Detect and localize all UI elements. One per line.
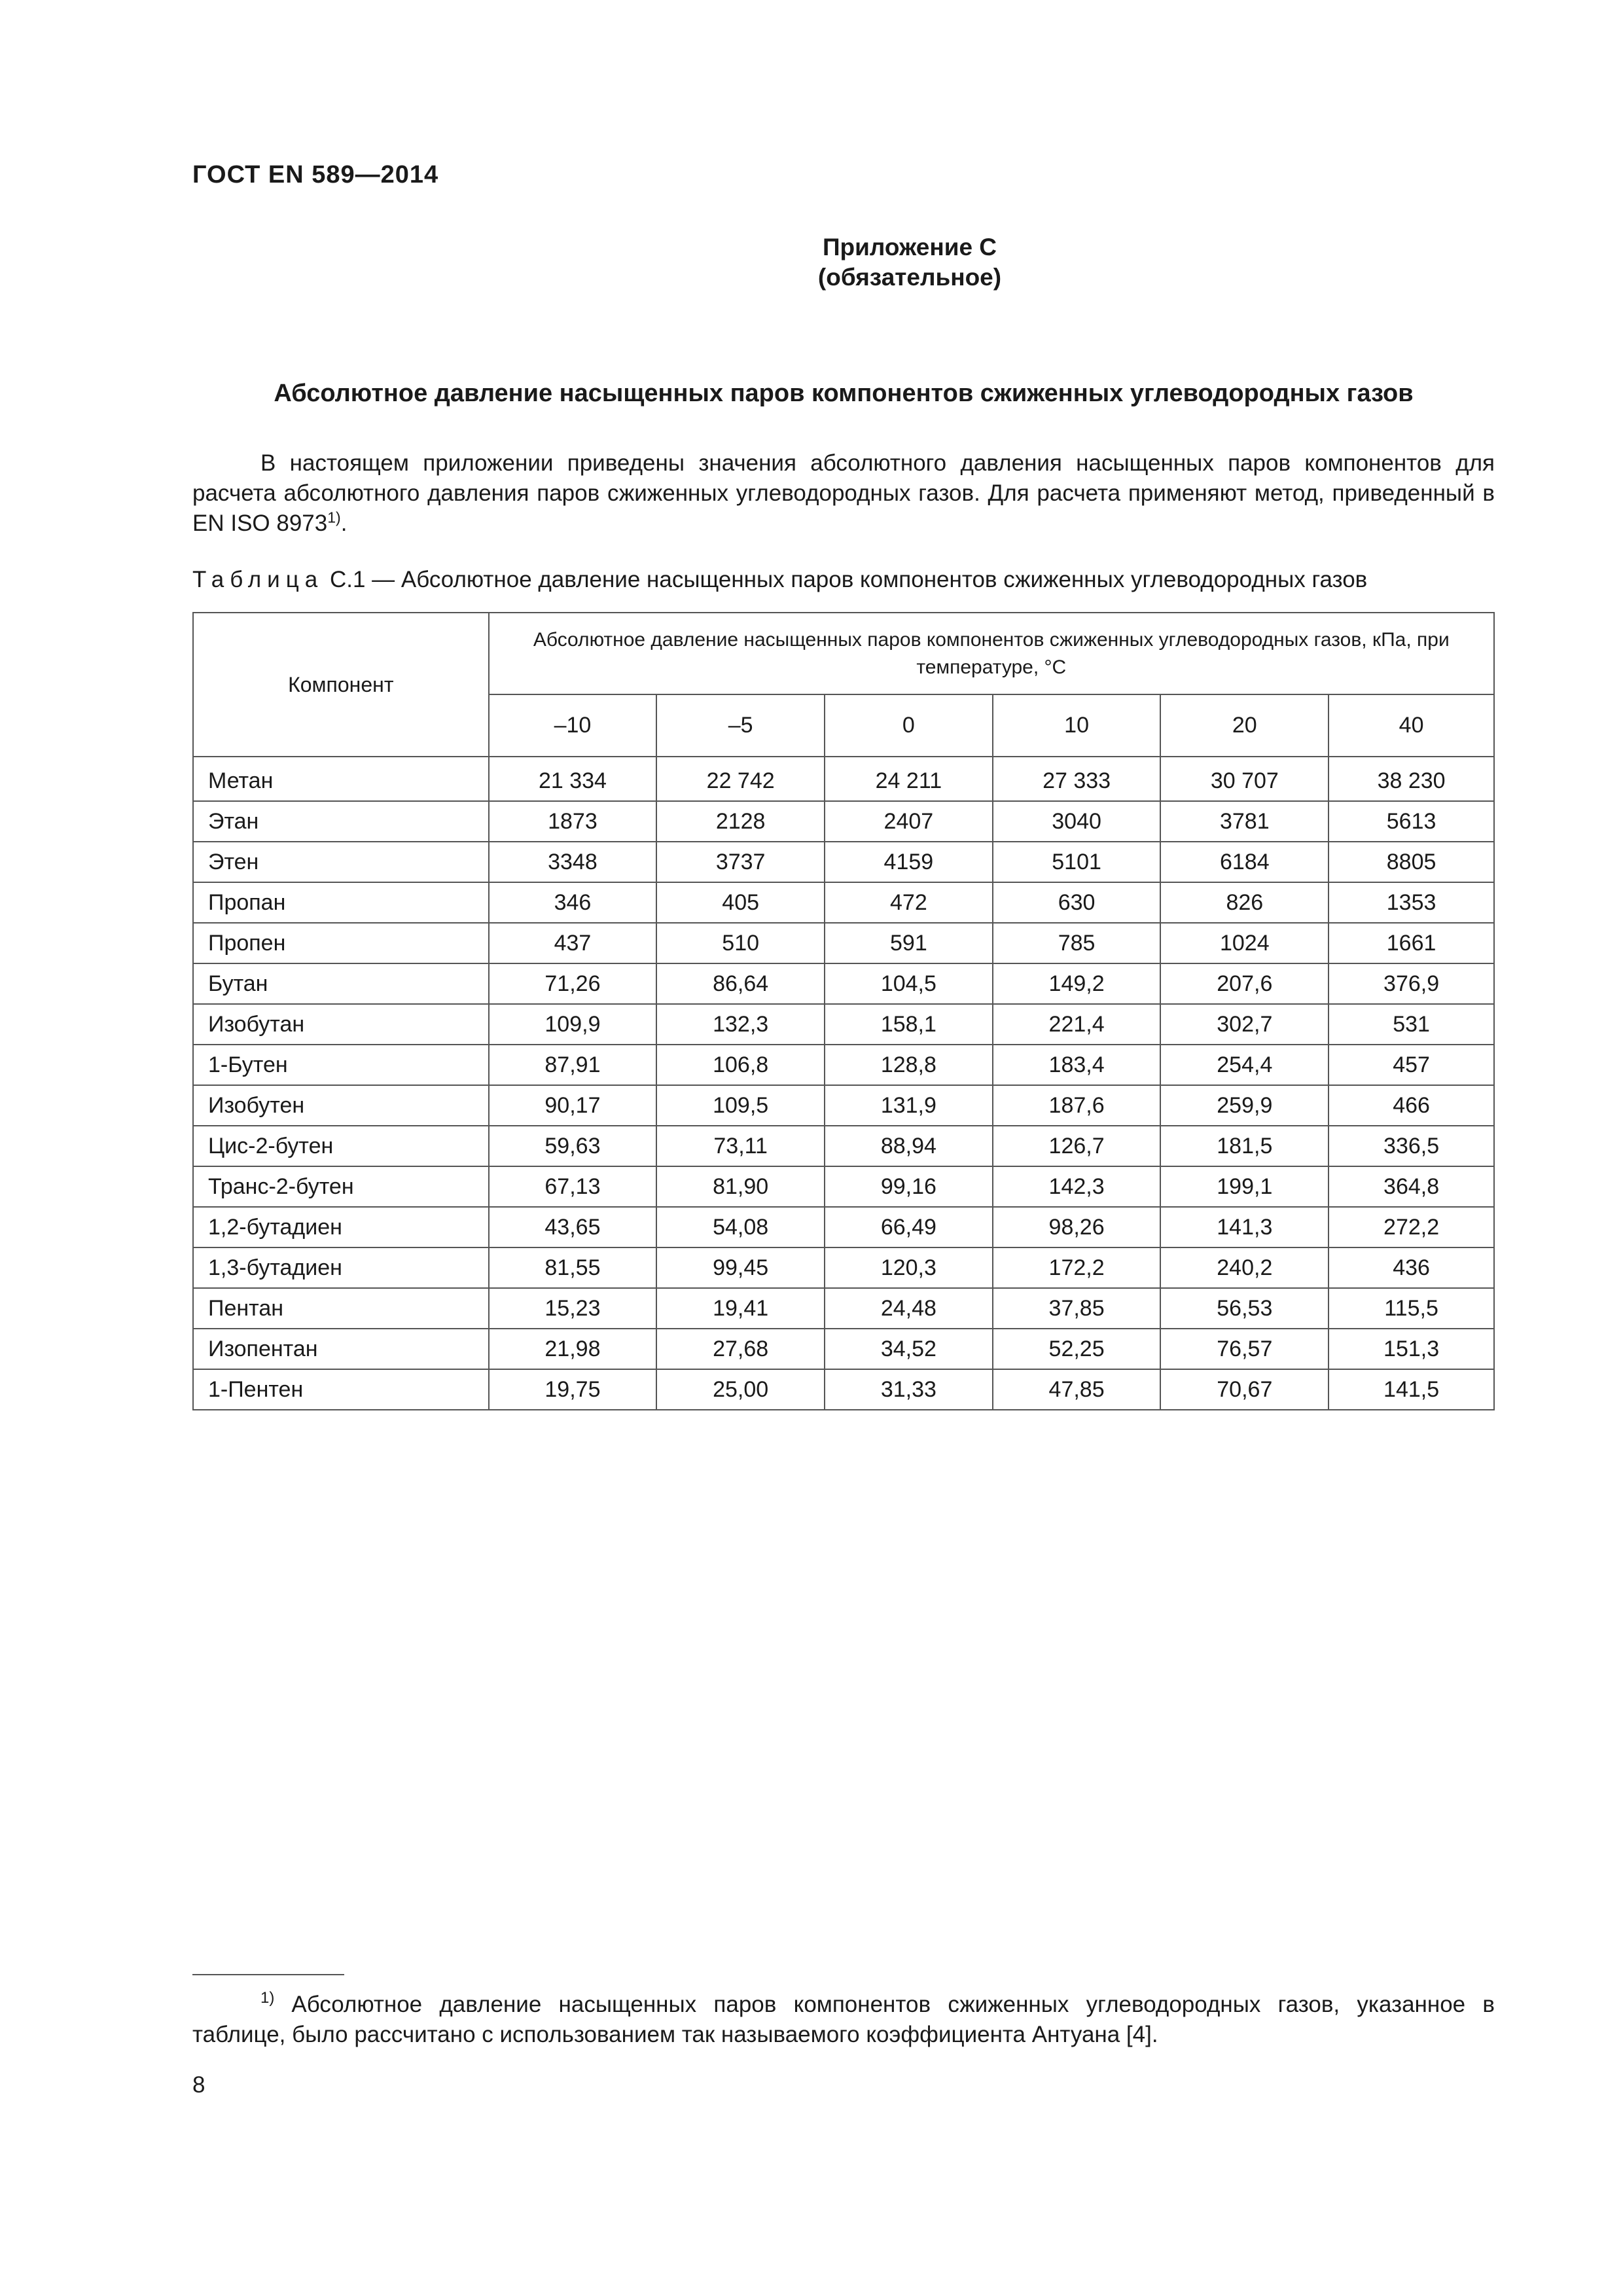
component-name: Изобутен <box>193 1085 489 1126</box>
pressure-value: 99,16 <box>825 1166 993 1207</box>
component-name: Изопентан <box>193 1329 489 1369</box>
pressure-value: 132,3 <box>656 1004 825 1045</box>
col-header-temp: –10 <box>489 694 657 757</box>
pressure-value: 38 230 <box>1329 757 1494 801</box>
pressure-value: 109,5 <box>656 1085 825 1126</box>
document-code: ГОСТ EN 589—2014 <box>192 161 439 188</box>
pressure-value: 19,41 <box>656 1288 825 1329</box>
table-row <box>193 1247 1494 1288</box>
table-row <box>193 1166 1494 1207</box>
table-row <box>193 1207 1494 1247</box>
component-name: 1,2-бутадиен <box>193 1207 489 1247</box>
pressure-value: 172,2 <box>993 1247 1161 1288</box>
pressure-value: 37,85 <box>993 1288 1161 1329</box>
pressure-value: 181,5 <box>1160 1126 1329 1166</box>
pressure-value: 99,45 <box>656 1247 825 1288</box>
table-caption-text: С.1 — Абсолютное давление насыщенных паров компонентов сжиженных углеводородных газов <box>329 567 1368 592</box>
pressure-value: 151,3 <box>1329 1329 1494 1369</box>
pressure-value: 76,57 <box>1160 1329 1329 1369</box>
pressure-value: 81,90 <box>656 1166 825 1207</box>
footnote <box>192 1983 1495 2050</box>
component-name: Этан <box>193 801 489 842</box>
component-name: 1-Пентен <box>193 1369 489 1410</box>
table-row <box>193 1045 1494 1085</box>
pressure-value: 437 <box>489 923 657 963</box>
annex-status: (обязательное) <box>817 264 1002 291</box>
pressure-value: 785 <box>993 923 1161 963</box>
pressure-value: 457 <box>1329 1045 1494 1085</box>
pressure-value: 128,8 <box>825 1045 993 1085</box>
table-row <box>193 757 1494 801</box>
pressure-value: 131,9 <box>825 1085 993 1126</box>
pressure-value: 187,6 <box>993 1085 1161 1126</box>
table-row <box>193 1126 1494 1166</box>
pressure-value: 106,8 <box>656 1045 825 1085</box>
pressure-value: 591 <box>825 923 993 963</box>
pressure-value: 302,7 <box>1160 1004 1329 1045</box>
pressure-value: 221,4 <box>993 1004 1161 1045</box>
pressure-value: 1353 <box>1329 882 1494 923</box>
pressure-value: 43,65 <box>489 1207 657 1247</box>
pressure-value: 141,5 <box>1329 1369 1494 1410</box>
intro-end: . <box>340 511 348 536</box>
pressure-value: 54,08 <box>656 1207 825 1247</box>
pressure-value: 47,85 <box>993 1369 1161 1410</box>
pressure-value: 405 <box>656 882 825 923</box>
table-row <box>193 1004 1494 1045</box>
table-body <box>193 757 1494 1410</box>
footnote-separator <box>192 1974 344 1975</box>
pressure-table <box>192 612 1495 1410</box>
pressure-value: 3781 <box>1160 801 1329 842</box>
pressure-value: 90,17 <box>489 1085 657 1126</box>
pressure-value: 207,6 <box>1160 963 1329 1004</box>
pressure-value: 88,94 <box>825 1126 993 1166</box>
pressure-value: 21 334 <box>489 757 657 801</box>
pressure-value: 199,1 <box>1160 1166 1329 1207</box>
pressure-value: 24,48 <box>825 1288 993 1329</box>
component-name: 1,3-бутадиен <box>193 1247 489 1288</box>
pressure-value: 6184 <box>1160 842 1329 882</box>
pressure-value: 1661 <box>1329 923 1494 963</box>
pressure-value: 436 <box>1329 1247 1494 1288</box>
component-name: Транс-2-бутен <box>193 1166 489 1207</box>
pressure-value: 259,9 <box>1160 1085 1329 1126</box>
pressure-value: 67,13 <box>489 1166 657 1207</box>
pressure-value: 5101 <box>993 842 1161 882</box>
col-header-temp: –5 <box>656 694 825 757</box>
pressure-value: 34,52 <box>825 1329 993 1369</box>
table-row <box>193 1369 1494 1410</box>
pressure-value: 73,11 <box>656 1126 825 1166</box>
pressure-value: 531 <box>1329 1004 1494 1045</box>
pressure-value: 510 <box>656 923 825 963</box>
component-name: Метан <box>193 757 489 801</box>
pressure-value: 25,00 <box>656 1369 825 1410</box>
pressure-value: 5613 <box>1329 801 1494 842</box>
pressure-value: 1024 <box>1160 923 1329 963</box>
pressure-value: 24 211 <box>825 757 993 801</box>
pressure-value: 183,4 <box>993 1045 1161 1085</box>
component-name: Изобутан <box>193 1004 489 1045</box>
pressure-value: 109,9 <box>489 1004 657 1045</box>
pressure-value: 272,2 <box>1329 1207 1494 1247</box>
component-name: Бутан <box>193 963 489 1004</box>
pressure-value: 56,53 <box>1160 1288 1329 1329</box>
pressure-value: 15,23 <box>489 1288 657 1329</box>
col-header-temp: 20 <box>1160 694 1329 757</box>
pressure-value: 104,5 <box>825 963 993 1004</box>
pressure-value: 22 742 <box>656 757 825 801</box>
col-header-temp: 0 <box>825 694 993 757</box>
pressure-value: 70,67 <box>1160 1369 1329 1410</box>
pressure-value: 30 707 <box>1160 757 1329 801</box>
component-name: Пропан <box>193 882 489 923</box>
section-title: Абсолютное давление насыщенных паров компонентов сжиженных углеводородных газов <box>274 380 1414 407</box>
pressure-value: 3348 <box>489 842 657 882</box>
table-row <box>193 882 1494 923</box>
pressure-value: 376,9 <box>1329 963 1494 1004</box>
table-row <box>193 842 1494 882</box>
pressure-value: 466 <box>1329 1085 1494 1126</box>
pressure-value: 254,4 <box>1160 1045 1329 1085</box>
table-caption-label: Таблица <box>192 567 324 592</box>
pressure-value: 472 <box>825 882 993 923</box>
col-header-component: Компонент <box>193 613 489 757</box>
pressure-value: 3040 <box>993 801 1161 842</box>
pressure-value: 86,64 <box>656 963 825 1004</box>
col-header-temp: 10 <box>993 694 1161 757</box>
pressure-value: 98,26 <box>993 1207 1161 1247</box>
intro-text: В настоящем приложении приведены значения абсолютного давления насыщенных паров компонентов для расчета абсолютного давления паров сжиженных углеводородных газов. Для расчета применяют метод, приведенный в EN ISO 8973 <box>192 450 1495 536</box>
pressure-value: 59,63 <box>489 1126 657 1166</box>
col-header-temp: 40 <box>1329 694 1494 757</box>
pressure-value: 3737 <box>656 842 825 882</box>
pressure-value: 240,2 <box>1160 1247 1329 1288</box>
pressure-value: 2407 <box>825 801 993 842</box>
pressure-value: 1873 <box>489 801 657 842</box>
pressure-value: 31,33 <box>825 1369 993 1410</box>
pressure-value: 66,49 <box>825 1207 993 1247</box>
annex-heading <box>681 232 1139 293</box>
pressure-value: 87,91 <box>489 1045 657 1085</box>
table-caption <box>192 567 1495 593</box>
component-name: 1-Бутен <box>193 1045 489 1085</box>
footnote-ref: 1) <box>327 509 341 526</box>
pressure-value: 27 333 <box>993 757 1161 801</box>
pressure-value: 364,8 <box>1329 1166 1494 1207</box>
pressure-value: 826 <box>1160 882 1329 923</box>
pressure-value: 21,98 <box>489 1329 657 1369</box>
footnote-mark: 1) <box>260 1989 275 2007</box>
pressure-value: 2128 <box>656 801 825 842</box>
table-row <box>193 801 1494 842</box>
pressure-value: 4159 <box>825 842 993 882</box>
component-name: Этен <box>193 842 489 882</box>
pressure-value: 630 <box>993 882 1161 923</box>
pressure-value: 8805 <box>1329 842 1494 882</box>
page-number: 8 <box>192 2072 205 2098</box>
pressure-value: 336,5 <box>1329 1126 1494 1166</box>
component-name: Цис-2-бутен <box>193 1126 489 1166</box>
pressure-value: 115,5 <box>1329 1288 1494 1329</box>
col-header-pressure: Абсолютное давление насыщенных паров компонентов сжиженных углеводородных газов, кПа, при температуре, °С <box>489 613 1494 694</box>
pressure-value: 71,26 <box>489 963 657 1004</box>
intro-paragraph <box>192 448 1495 539</box>
pressure-value: 158,1 <box>825 1004 993 1045</box>
table-row <box>193 1288 1494 1329</box>
pressure-value: 52,25 <box>993 1329 1161 1369</box>
pressure-value: 19,75 <box>489 1369 657 1410</box>
table-row <box>193 1329 1494 1369</box>
table-row <box>193 963 1494 1004</box>
pressure-value: 141,3 <box>1160 1207 1329 1247</box>
table-row <box>193 923 1494 963</box>
pressure-value: 142,3 <box>993 1166 1161 1207</box>
pressure-value: 81,55 <box>489 1247 657 1288</box>
component-name: Пентан <box>193 1288 489 1329</box>
annex-title: Приложение С <box>822 234 997 260</box>
pressure-value: 27,68 <box>656 1329 825 1369</box>
footnote-text: Абсолютное давление насыщенных паров компонентов сжиженных углеводородных газов, указанное в таблице, было рассчитано с использованием так называемого коэффициента Антуана [4]. <box>192 1992 1495 2047</box>
pressure-value: 126,7 <box>993 1126 1161 1166</box>
pressure-value: 149,2 <box>993 963 1161 1004</box>
pressure-value: 120,3 <box>825 1247 993 1288</box>
pressure-value: 346 <box>489 882 657 923</box>
component-name: Пропен <box>193 923 489 963</box>
table-row <box>193 1085 1494 1126</box>
